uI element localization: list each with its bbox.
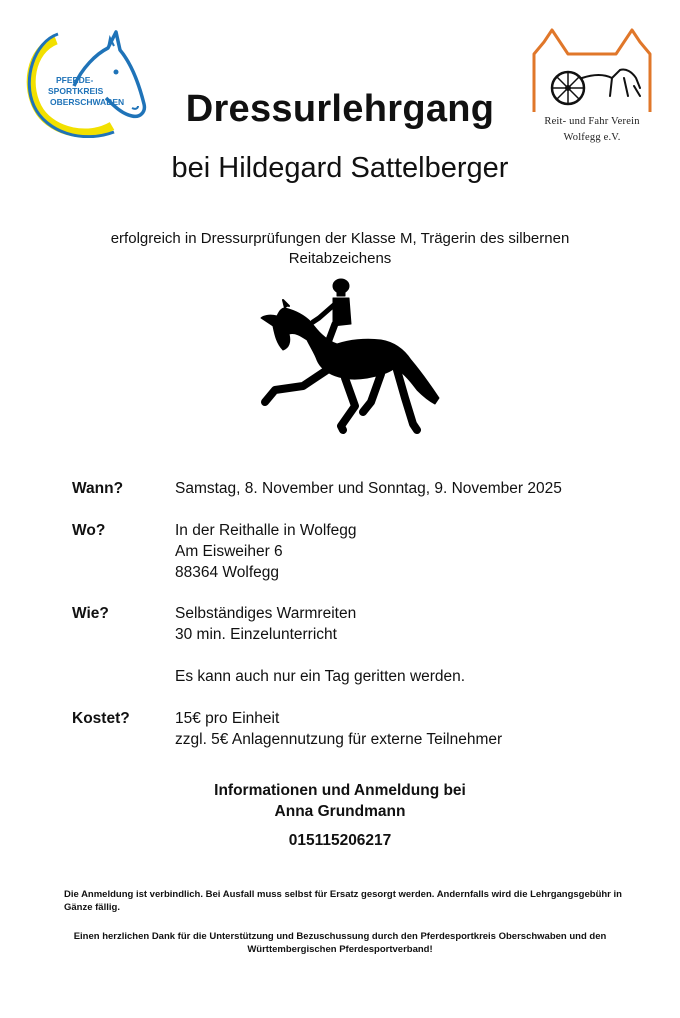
dressage-horse-illustration xyxy=(255,278,445,438)
detail-where-line: Am Eisweiher 6 xyxy=(175,543,283,560)
logo-left-line-1: PFERDE- xyxy=(56,75,94,85)
logo-right-line-1: Reit- und Fahr Verein xyxy=(544,116,640,127)
logo-left-line-3: OBERSCHWABEN xyxy=(50,97,125,107)
detail-value-when xyxy=(175,478,562,499)
detail-where-line: 88364 Wolfegg xyxy=(175,564,279,581)
dressage-horse-icon xyxy=(255,278,445,438)
detail-row-how xyxy=(72,603,632,689)
detail-where-line: In der Reithalle in Wolfegg xyxy=(175,522,357,539)
logo-left-line-2: SPORTKREIS xyxy=(48,86,104,96)
contact-phone: 015115206217 xyxy=(288,832,392,849)
detail-cost-line: zzgl. 5€ Anlagennutzung für externe Teilnehmer xyxy=(175,731,503,748)
contact-heading: Informationen und Anmeldung bei xyxy=(214,782,466,799)
detail-how-spacer xyxy=(175,645,465,666)
page-title: Dressurlehrgang xyxy=(185,88,495,130)
contact-name: Anna Grundmann xyxy=(274,803,406,820)
detail-value-cost xyxy=(175,708,502,750)
detail-how-line: Selbständiges Warmreiten xyxy=(175,605,357,622)
detail-value-where xyxy=(175,520,357,583)
page-subtitle: bei Hildegard Sattelberger xyxy=(171,152,509,184)
thanks-note: Einen herzlichen Dank für die Unterstützung und Bezuschussung durch den Pferdesportkreis Oberschwaben und den Württembergischen Pferdesportverband! xyxy=(73,931,607,955)
detail-when-line: Samstag, 8. November und Sonntag, 9. November 2025 xyxy=(175,480,562,497)
detail-row-where xyxy=(72,520,632,584)
detail-cost-line: 15€ pro Einheit xyxy=(175,710,280,727)
detail-value-how xyxy=(175,603,465,687)
detail-label-when: Wann? xyxy=(72,480,124,497)
detail-how-line: Es kann auch nur ein Tag geritten werden. xyxy=(175,668,466,685)
contact-block xyxy=(0,780,680,822)
detail-row-when xyxy=(72,478,632,500)
detail-label-cost: Kostet? xyxy=(72,710,130,727)
logo-right-line-2: Wolfegg e.V. xyxy=(563,132,621,143)
detail-row-cost xyxy=(72,708,632,752)
detail-label-how: Wie? xyxy=(72,605,109,622)
detail-label-where: Wo? xyxy=(72,522,106,539)
instructor-description: erfolgreich in Dressurprüfungen der Klasse M, Trägerin des silbernen Reitabzeichens xyxy=(110,230,570,267)
detail-how-line: 30 min. Einzelunterricht xyxy=(175,626,337,643)
registration-note: Die Anmeldung ist verbindlich. Bei Ausfall muss selbst für Ersatz gesorgt werden. Andernfalls wird die Lehrgangsgebühr in Gänze fällig. xyxy=(64,889,622,913)
